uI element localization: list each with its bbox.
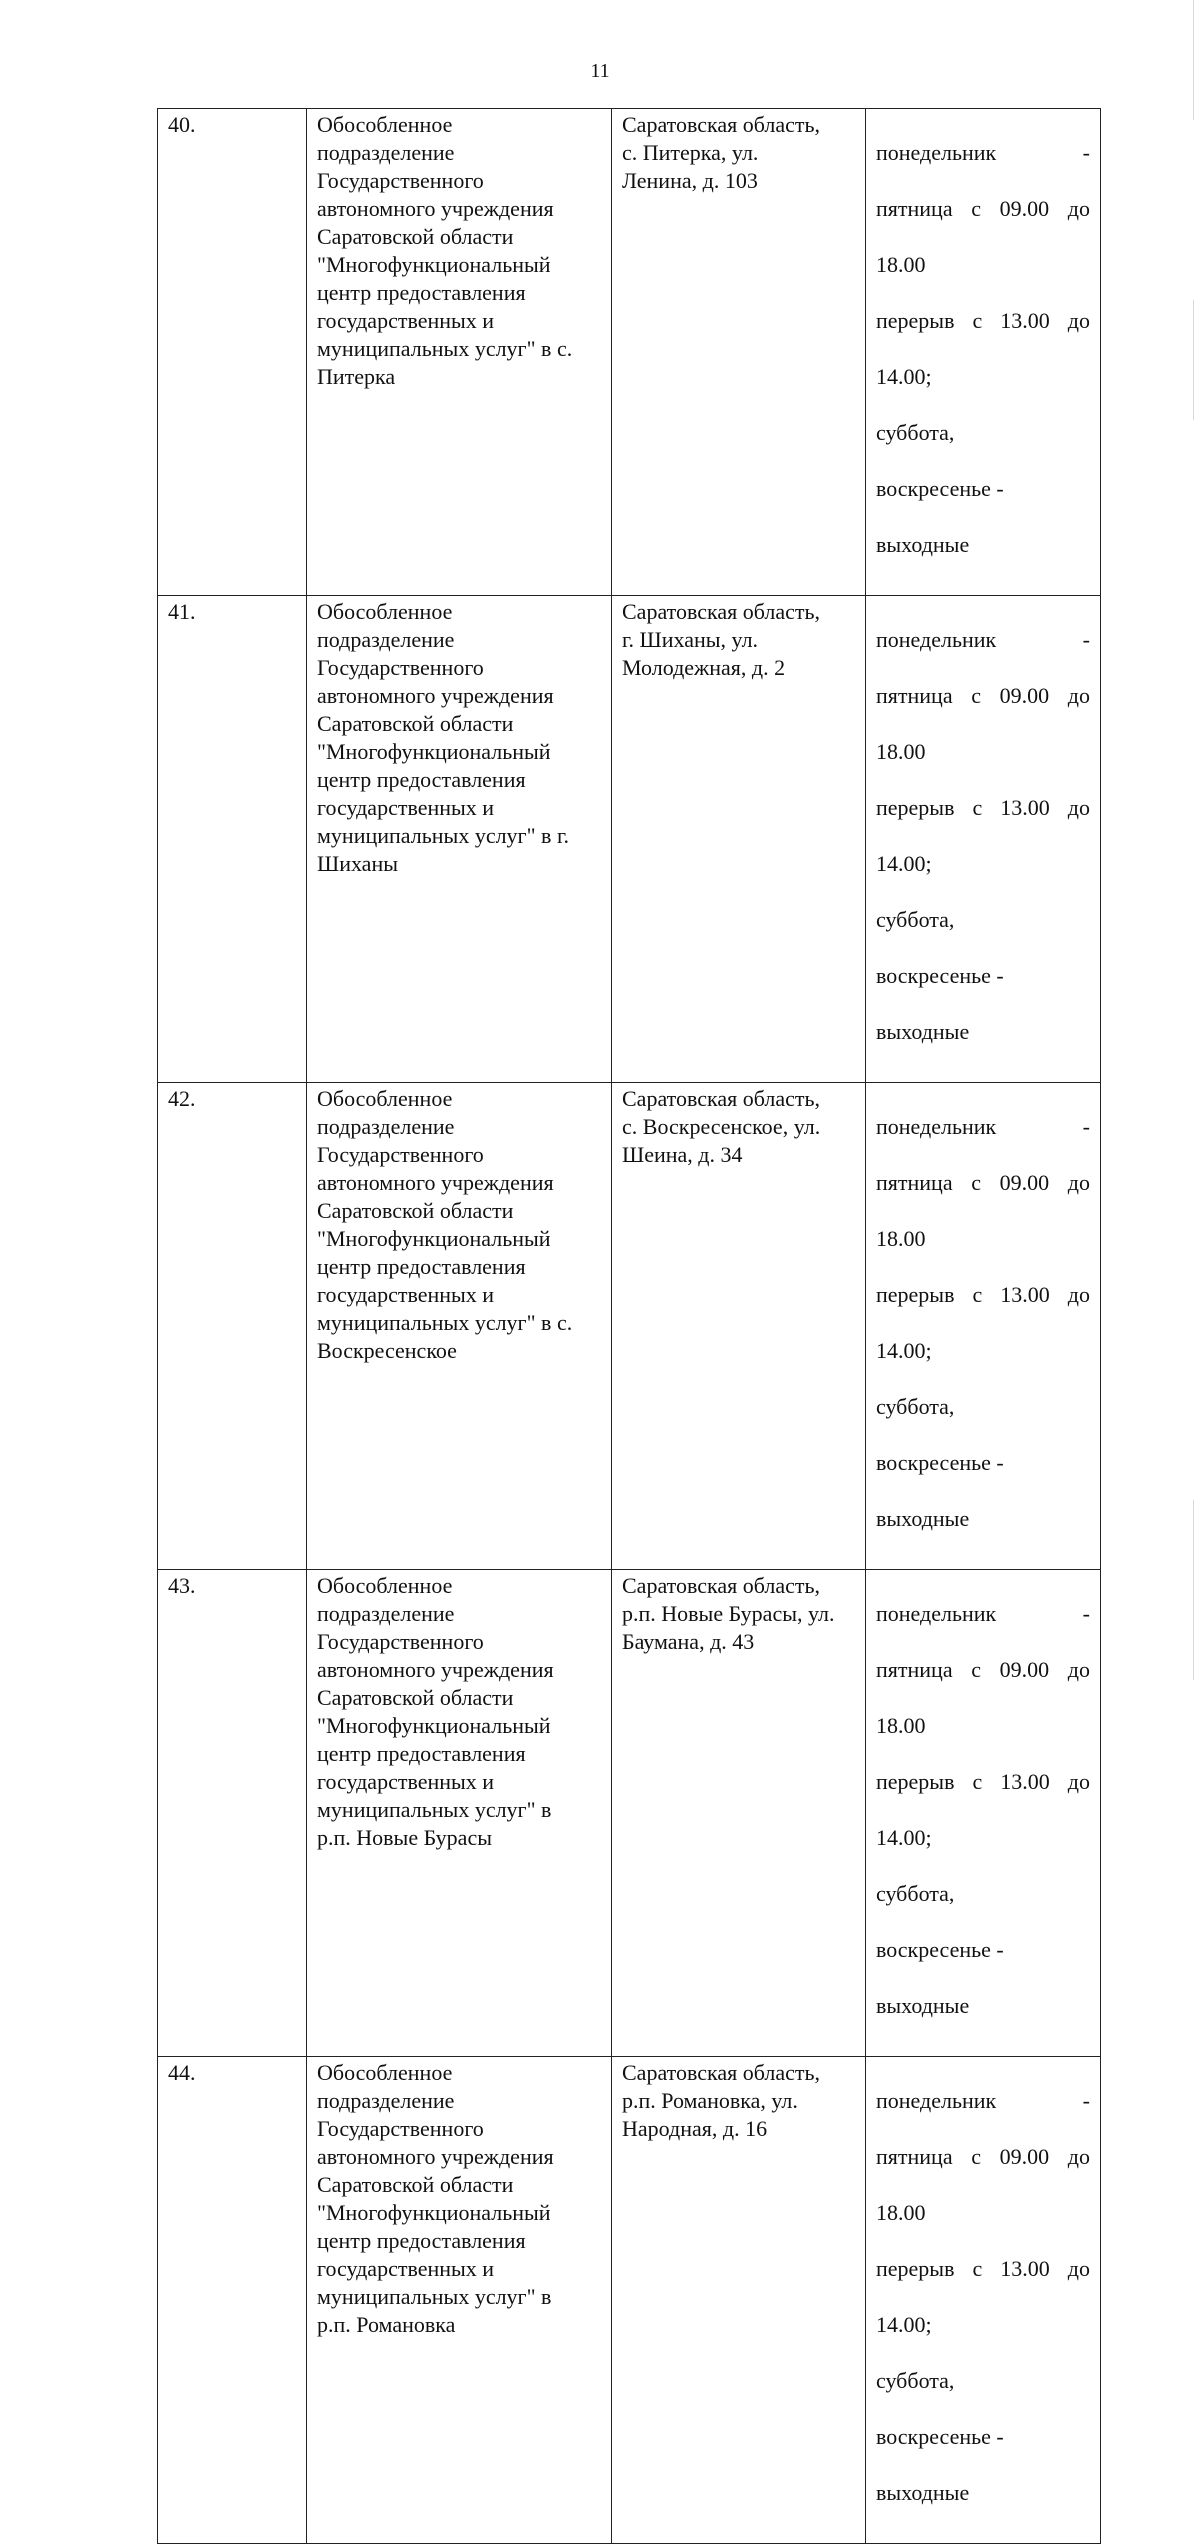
hours-dash: - xyxy=(1082,1601,1090,1626)
break-word: перерыв xyxy=(876,795,955,820)
hours-line-1 xyxy=(876,1113,1090,1141)
sunday-label: воскресенье - xyxy=(876,963,1004,988)
break-start-time: 13.00 xyxy=(1000,2256,1050,2281)
saturday-label: суббота, xyxy=(876,1394,955,1419)
break-to-word: до xyxy=(1067,795,1090,820)
table-row xyxy=(158,1570,1101,2057)
scan-edge-mark xyxy=(1193,0,1194,120)
hours-line-1 xyxy=(876,1600,1090,1628)
days-off-label: выходные xyxy=(876,532,970,557)
hours-days-end: пятница xyxy=(876,196,953,221)
saturday-label: суббота, xyxy=(876,907,955,932)
office-hours xyxy=(866,1083,1101,1570)
hours-line-1 xyxy=(876,626,1090,654)
hours-dash: - xyxy=(1082,627,1090,652)
office-address: Саратовская область, р.п. Романовка, ул. Народная, д. 16 xyxy=(612,2057,866,2544)
table-row xyxy=(158,2057,1101,2544)
break-start-time: 13.00 xyxy=(1000,308,1050,333)
row-number: 44. xyxy=(158,2057,307,2544)
hours-line-2 xyxy=(876,682,1090,710)
office-name: Обособленное подразделение Государственного автономного учреждения Саратовской области "Многофункциональный центр предоставления государственных и муниципальных услуг" в р.п. Новые Бурасы xyxy=(307,1570,612,2057)
break-end-time: 14.00; xyxy=(876,1825,932,1850)
hours-line-4 xyxy=(876,2255,1090,2283)
break-word: перерыв xyxy=(876,2256,955,2281)
hours-line-4 xyxy=(876,1768,1090,1796)
hours-days-end: пятница xyxy=(876,1170,953,1195)
row-number: 40. xyxy=(158,109,307,596)
hours-open-time: 09.00 xyxy=(999,1170,1050,1195)
hours-to-word: до xyxy=(1067,196,1090,221)
hours-line-1 xyxy=(876,2087,1090,2115)
break-end-time: 14.00; xyxy=(876,364,932,389)
break-end-time: 14.00; xyxy=(876,2312,932,2337)
page-number: 11 xyxy=(590,60,610,82)
hours-close-time: 18.00 xyxy=(876,252,926,277)
office-hours xyxy=(866,596,1101,1083)
hours-days-start: понедельник xyxy=(876,2088,997,2113)
days-off-label: выходные xyxy=(876,2480,970,2505)
office-hours xyxy=(866,2057,1101,2544)
hours-days-start: понедельник xyxy=(876,140,997,165)
hours-from-word: с xyxy=(971,196,981,221)
break-from-word: с xyxy=(972,1282,983,1307)
office-name: Обособленное подразделение Государственного автономного учреждения Саратовской области "Многофункциональный центр предоставления государственных и муниципальных услуг" в г. Шиханы xyxy=(307,596,612,1083)
office-address: Саратовская область, г. Шиханы, ул. Молодежная, д. 2 xyxy=(612,596,866,1083)
break-to-word: до xyxy=(1067,1769,1090,1794)
hours-line-2 xyxy=(876,2143,1090,2171)
sunday-label: воскресенье - xyxy=(876,2424,1004,2449)
hours-dash: - xyxy=(1082,2088,1090,2113)
days-off-label: выходные xyxy=(876,1506,970,1531)
scan-edge-mark xyxy=(1193,300,1194,420)
hours-open-time: 09.00 xyxy=(999,2144,1050,2169)
row-number: 43. xyxy=(158,1570,307,2057)
sunday-label: воскресенье - xyxy=(876,1450,1004,1475)
break-word: перерыв xyxy=(876,1282,955,1307)
break-word: перерыв xyxy=(876,1769,955,1794)
saturday-label: суббота, xyxy=(876,420,955,445)
hours-close-time: 18.00 xyxy=(876,2200,926,2225)
hours-days-start: понедельник xyxy=(876,1114,997,1139)
hours-open-time: 09.00 xyxy=(999,1657,1050,1682)
office-hours xyxy=(866,1570,1101,2057)
break-start-time: 13.00 xyxy=(1000,1769,1050,1794)
break-from-word: с xyxy=(972,2256,983,2281)
hours-open-time: 09.00 xyxy=(999,196,1050,221)
scan-edge-mark xyxy=(1193,1500,1194,1680)
table-row xyxy=(158,109,1101,596)
sunday-label: воскресенье - xyxy=(876,476,1004,501)
hours-from-word: с xyxy=(971,1657,981,1682)
hours-line-2 xyxy=(876,195,1090,223)
hours-line-2 xyxy=(876,1656,1090,1684)
hours-days-start: понедельник xyxy=(876,1601,997,1626)
row-number: 41. xyxy=(158,596,307,1083)
office-name: Обособленное подразделение Государственного автономного учреждения Саратовской области "Многофункциональный центр предоставления государственных и муниципальных услуг" в с. Воскресенское xyxy=(307,1083,612,1570)
table-row xyxy=(158,596,1101,1083)
office-address: Саратовская область, с. Воскресенское, ул. Шеина, д. 34 xyxy=(612,1083,866,1570)
days-off-label: выходные xyxy=(876,1993,970,2018)
hours-open-time: 09.00 xyxy=(999,683,1050,708)
hours-to-word: до xyxy=(1067,1170,1090,1195)
hours-days-start: понедельник xyxy=(876,627,997,652)
hours-line-2 xyxy=(876,1169,1090,1197)
office-address: Саратовская область, с. Питерка, ул. Ленина, д. 103 xyxy=(612,109,866,596)
office-address: Саратовская область, р.п. Новые Бурасы, ул. Баумана, д. 43 xyxy=(612,1570,866,2057)
hours-close-time: 18.00 xyxy=(876,739,926,764)
hours-from-word: с xyxy=(971,683,981,708)
sunday-label: воскресенье - xyxy=(876,1937,1004,1962)
hours-line-1 xyxy=(876,139,1090,167)
break-from-word: с xyxy=(972,795,983,820)
hours-to-word: до xyxy=(1067,683,1090,708)
hours-close-time: 18.00 xyxy=(876,1226,926,1251)
office-name: Обособленное подразделение Государственного автономного учреждения Саратовской области "Многофункциональный центр предоставления государственных и муниципальных услуг" в р.п. Романовка xyxy=(307,2057,612,2544)
offices-table xyxy=(157,108,1101,2544)
hours-line-4 xyxy=(876,307,1090,335)
hours-days-end: пятница xyxy=(876,2144,953,2169)
table-row xyxy=(158,1083,1101,1570)
saturday-label: суббота, xyxy=(876,1881,955,1906)
hours-dash: - xyxy=(1082,1114,1090,1139)
break-to-word: до xyxy=(1067,308,1090,333)
break-to-word: до xyxy=(1067,2256,1090,2281)
hours-days-end: пятница xyxy=(876,1657,953,1682)
break-start-time: 13.00 xyxy=(1000,795,1050,820)
break-start-time: 13.00 xyxy=(1000,1282,1050,1307)
hours-dash: - xyxy=(1082,140,1090,165)
hours-line-4 xyxy=(876,794,1090,822)
break-from-word: с xyxy=(972,308,983,333)
hours-line-4 xyxy=(876,1281,1090,1309)
hours-from-word: с xyxy=(971,2144,981,2169)
break-word: перерыв xyxy=(876,308,955,333)
hours-to-word: до xyxy=(1067,2144,1090,2169)
office-hours xyxy=(866,109,1101,596)
hours-days-end: пятница xyxy=(876,683,953,708)
office-name: Обособленное подразделение Государственного автономного учреждения Саратовской области "Многофункциональный центр предоставления государственных и муниципальных услуг" в с. Питерка xyxy=(307,109,612,596)
break-end-time: 14.00; xyxy=(876,1338,932,1363)
break-from-word: с xyxy=(972,1769,983,1794)
hours-close-time: 18.00 xyxy=(876,1713,926,1738)
break-end-time: 14.00; xyxy=(876,851,932,876)
break-to-word: до xyxy=(1067,1282,1090,1307)
hours-to-word: до xyxy=(1067,1657,1090,1682)
row-number: 42. xyxy=(158,1083,307,1570)
hours-from-word: с xyxy=(971,1170,981,1195)
days-off-label: выходные xyxy=(876,1019,970,1044)
saturday-label: суббота, xyxy=(876,2368,955,2393)
